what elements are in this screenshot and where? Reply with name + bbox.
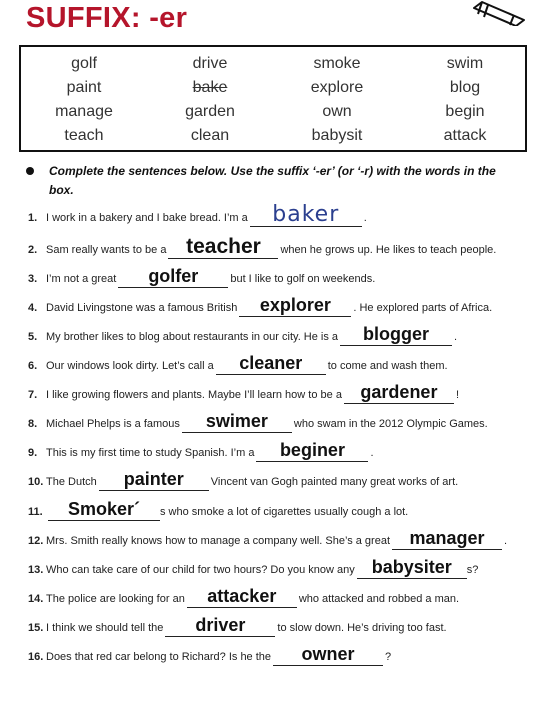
answer-blank[interactable]: [256, 440, 368, 462]
answer-text: beginer: [279, 440, 345, 460]
sentence-text: Vincent van Gogh painted many great works of art.: [210, 476, 459, 488]
word-box-word: paint: [66, 79, 102, 96]
sentence-3: [28, 266, 375, 288]
answer-blank[interactable]: [273, 644, 383, 666]
sentence-number: 8.: [28, 418, 38, 430]
answer-blank[interactable]: [165, 615, 275, 637]
answer-blank[interactable]: [250, 202, 362, 227]
sentence-number: 1.: [28, 212, 38, 224]
sentence-text: Who can take care of our child for two hours? Do you know any: [46, 564, 355, 576]
sentence-12: [28, 528, 507, 550]
answer-text: driver: [195, 615, 246, 635]
sentence-text: .: [370, 447, 374, 459]
sentence-number: 15.: [28, 622, 44, 634]
word-box-word-struck: bake: [192, 79, 228, 96]
sentence-text: David Livingstone was a famous British: [46, 302, 238, 314]
pencil-icon: [470, 0, 526, 26]
sentence-text: to slow down. He’s driving too fast.: [277, 622, 447, 634]
answer-blank[interactable]: [182, 411, 292, 433]
sentence-number: 6.: [28, 360, 38, 372]
sentence-text: Does that red car belong to Richard? Is he the: [46, 651, 272, 663]
answer-text: explorer: [259, 295, 331, 315]
word-box-word: blog: [449, 79, 481, 96]
answer-text: gardener: [360, 382, 438, 402]
word-box: [19, 45, 527, 152]
word-box-word: babysit: [311, 127, 363, 144]
answer-blank[interactable]: [118, 266, 228, 288]
page-title: SUFFIX: -er: [26, 2, 188, 34]
instructions: [49, 162, 519, 200]
sentence-text: to come and wash them.: [327, 360, 448, 372]
answer-text: painter: [123, 469, 184, 489]
sentence-text: I think we should tell the: [46, 622, 164, 634]
word-box-word: teach: [64, 127, 104, 144]
sentence-10: [28, 469, 458, 491]
answer-text: blogger: [363, 324, 430, 344]
sentence-number: 10.: [28, 476, 44, 488]
answer-blank[interactable]: [344, 382, 454, 404]
sentence-15: [28, 615, 447, 637]
sentence-text: The Dutch: [46, 476, 97, 488]
sentence-number: 14.: [28, 593, 44, 605]
sentence-text: who attacked and robbed a man.: [298, 593, 460, 605]
sentence-number: 2.: [28, 244, 38, 256]
sentence-4: [28, 295, 492, 317]
sentence-16: [28, 644, 391, 666]
sentence-text: who swam in the 2012 Olympic Games.: [293, 418, 488, 430]
word-box-word: golf: [71, 55, 97, 72]
sentence-1: [28, 202, 367, 227]
sentence-7: [28, 382, 459, 404]
answer-blank[interactable]: [48, 499, 160, 521]
answer-blank[interactable]: [216, 353, 326, 375]
answer-blank[interactable]: [168, 237, 278, 259]
sentence-number: 4.: [28, 302, 38, 314]
answer-text: swimer: [205, 411, 268, 431]
sentence-text: The police are looking for an: [46, 593, 185, 605]
word-box-word: own: [322, 103, 352, 120]
answer-text: baker: [272, 202, 340, 227]
sentence-text: .: [454, 331, 458, 343]
answer-text: manager: [409, 528, 485, 548]
sentence-text: Our windows look dirty. Let’s call a: [46, 360, 214, 372]
answer-text: attacker: [207, 586, 277, 606]
instruction-line: Complete the sentences below. Use the suffix ‘-er’ (or ‘-r) with the words in the: [49, 164, 496, 178]
answer-text: Smoker´: [67, 499, 141, 519]
answer-text: owner: [301, 644, 355, 664]
word-box-word: manage: [55, 103, 113, 120]
sentence-2: [28, 237, 496, 259]
sentence-number: 12.: [28, 535, 44, 547]
answer-blank[interactable]: [357, 557, 467, 579]
sentence-text: .: [504, 535, 508, 547]
sentence-8: [28, 411, 488, 433]
sentence-text: Sam really wants to be a: [46, 244, 167, 256]
sentence-text: s?: [466, 564, 479, 576]
word-box-word: swim: [446, 55, 484, 72]
sentence-text: . He explored parts of Africa.: [353, 302, 493, 314]
answer-text: golfer: [148, 266, 199, 286]
sentence-text: ?: [385, 651, 392, 663]
sentence-text: .: [363, 212, 367, 224]
sentence-number: 11.: [28, 506, 43, 518]
answer-text: teacher: [186, 235, 261, 258]
sentence-text: but I like to golf on weekends.: [230, 273, 376, 285]
word-box-word: drive: [192, 55, 228, 72]
word-box-word: attack: [443, 127, 487, 144]
answer-blank[interactable]: [239, 295, 351, 317]
answer-text: babysiter: [371, 557, 452, 577]
sentence-number: 5.: [28, 331, 38, 343]
word-box-word: explore: [310, 79, 364, 96]
sentence-text: I’m not a great: [46, 273, 117, 285]
word-box-word: garden: [185, 103, 235, 120]
bullet-icon: [26, 167, 34, 175]
sentence-14: [28, 586, 459, 608]
answer-blank[interactable]: [340, 324, 452, 346]
sentence-number: 7.: [28, 389, 38, 401]
instruction-line: box.: [49, 183, 74, 197]
sentence-number: 16.: [28, 651, 44, 663]
sentence-9: [28, 440, 374, 462]
sentence-number: 9.: [28, 447, 38, 459]
answer-text: cleaner: [239, 353, 303, 373]
sentence-11: [28, 499, 408, 521]
sentence-text: I like growing flowers and plants. Maybe I’ll learn how to be a: [46, 389, 342, 401]
sentence-number: 13.: [28, 564, 44, 576]
sentence-13: [28, 557, 478, 579]
sentence-text: Michael Phelps is a famous: [46, 418, 180, 430]
sentence-6: [28, 353, 448, 375]
sentence-text: s who smoke a lot of cigarettes usually cough a lot.: [160, 506, 409, 518]
sentence-5: [28, 324, 457, 346]
sentence-text: Mrs. Smith really knows how to manage a company well. She’s a great: [46, 535, 391, 547]
sentence-text: This is my first time to study Spanish. I’m a: [46, 447, 255, 459]
word-box-word: smoke: [313, 55, 361, 72]
sentence-text: !: [455, 389, 459, 401]
answer-blank[interactable]: [99, 469, 209, 491]
word-box-word: begin: [445, 103, 485, 120]
sentence-text: when he grows up. He likes to teach people.: [280, 244, 497, 256]
answer-blank[interactable]: [392, 528, 502, 550]
sentence-text: I work in a bakery and I bake bread. I’m a: [46, 212, 248, 224]
sentence-number: 3.: [28, 273, 38, 285]
answer-blank[interactable]: [187, 586, 297, 608]
word-box-word: clean: [190, 127, 230, 144]
sentence-text: My brother likes to blog about restaurants in our city. He is a: [46, 331, 339, 343]
